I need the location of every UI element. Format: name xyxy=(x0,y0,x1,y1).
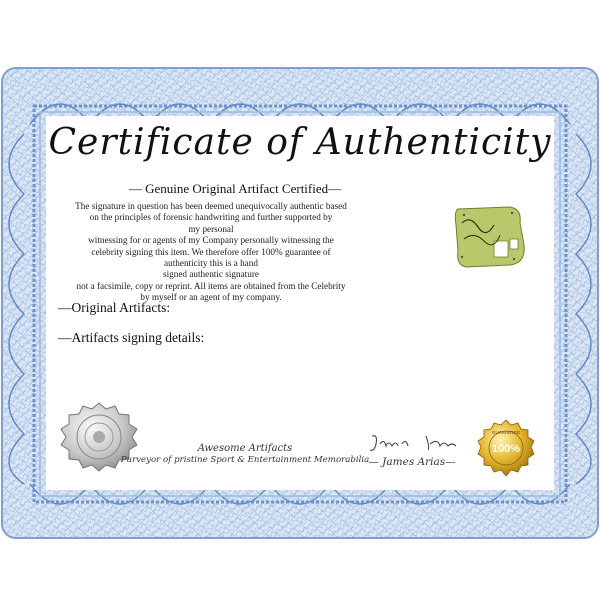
seal-percent: 100% xyxy=(491,443,521,455)
statement-line: on the principles of forensic handwriting and further supported by xyxy=(89,212,333,223)
authenticity-statement xyxy=(56,201,366,304)
seal-ring-text: GUARANTEE xyxy=(491,430,521,435)
original-artifacts-label: —Original Artifacts: xyxy=(58,300,171,315)
embossed-seal-icon xyxy=(59,401,139,481)
company-block xyxy=(120,443,370,465)
guitar-pickguard-photo xyxy=(450,205,530,269)
company-name: Awesome Artifacts xyxy=(197,443,293,454)
statement-line: my personal xyxy=(188,223,234,234)
statement-line: celebrity signing this item. We therefore offer 100% guarantee of xyxy=(91,246,331,257)
statement-line: not a facsimile, copy or reprint. All items are obtained from the Celebrity xyxy=(76,280,346,291)
certificate-subtitle: — Genuine Original Artifact Certified— xyxy=(128,181,342,196)
statement-line: The signature in question has been deemed unequivocally authentic based xyxy=(75,201,347,211)
signer-name: — James Arias— xyxy=(368,456,456,468)
certificate-title: Certificate of Authenticity xyxy=(48,122,552,163)
statement-line: signed authentic signature xyxy=(163,269,259,280)
gold-guarantee-seal-icon xyxy=(476,419,536,479)
statement-line: authenticity this is a hand xyxy=(164,258,258,269)
statement-line: by myself or an agent of my company. xyxy=(140,292,282,303)
statement-line: witnessing for or agents of my Company personally witnessing the xyxy=(88,235,334,246)
signing-details-label: —Artifacts signing details: xyxy=(58,330,205,345)
company-tagline: Purveyor of pristine Sport & Entertainment Memorabilia xyxy=(120,455,370,465)
handwritten-signature xyxy=(368,432,468,456)
